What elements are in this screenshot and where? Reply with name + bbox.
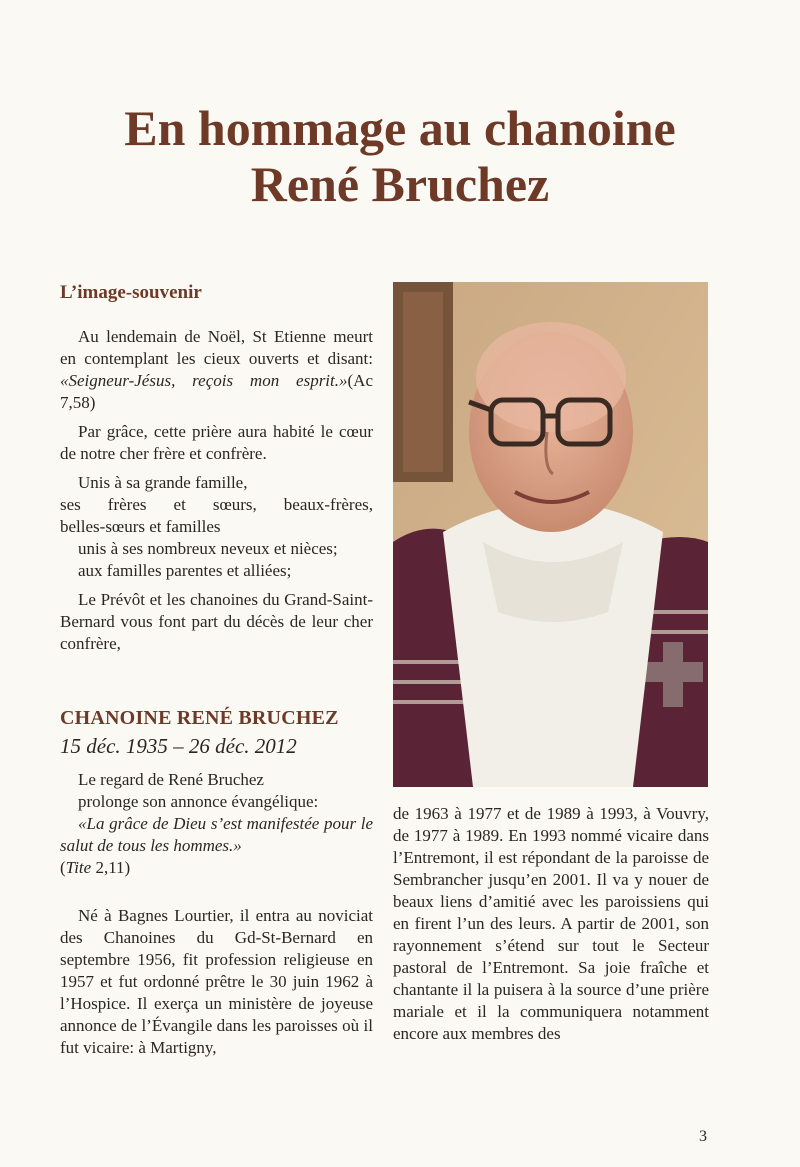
- quote-block: [60, 769, 373, 879]
- biography-paragraph: Né à Bagnes Lourtier, il entra au noviciat des Chanoines du Gd-St-Bernard en septembre 1956, fit profession religieuse en 1957 et fut ordonné prêtre le 30 juin 1962 à l’Hospice. Il exerça un ministère de joyeuse annonce de l’Évangile dans les paroisses où il fut vicaire: à Martigny,: [60, 906, 373, 1057]
- paragraph-priere: Par grâce, cette prière aura habité le cœur de notre cher frère et confrère.: [60, 422, 373, 463]
- scripture-reference: [60, 857, 373, 879]
- title-line-1: En hommage au chanoine: [124, 100, 676, 156]
- paragraph-prevot: Le Prévôt et les chanoines du Grand-Saint-Bernard vous font part du décès de leur cher confrère,: [60, 590, 373, 653]
- famille-line-5: aux familles parentes et alliées;: [78, 561, 292, 580]
- paragraph-famille: [60, 472, 373, 582]
- quote-intro-1: Le regard de René Bruchez: [78, 770, 264, 789]
- biography-continuation: de 1963 à 1977 et de 1989 à 1993, à Vouvry, de 1977 à 1989. En 1993 nommé vicaire dans l’Entremont, il est répondant de la paroisse de Sembrancher jusqu’en 2001. Il va y nouer de beaux liens d’amitié avec les paroissiens qui en firent l’un des leurs. A partir de 2001, son rayonnement s’étend sur tout le Secteur pastoral de l’Entremont. Sa joie fraîche et chantante il la puisera à la source d’une prière mariale et il la communiquera notamment encore aux membres des: [393, 804, 709, 1043]
- p1-reference: (Ac 7,58): [60, 371, 373, 412]
- ref-book: Tite: [65, 858, 92, 877]
- famille-line-2: ses frères et sœurs, beaux-frères,: [60, 495, 373, 514]
- famille-line-4: unis à ses nombreux neveux et nièces;: [78, 539, 338, 558]
- famille-line-3: belles-sœurs et familles: [60, 517, 221, 536]
- quote-intro-2: prolonge son annonce évangélique:: [78, 792, 319, 811]
- ref-verse: 2,11): [91, 858, 131, 877]
- page-number: 3: [699, 1128, 707, 1145]
- left-column: [60, 282, 373, 1066]
- life-dates: 15 déc. 1935 – 26 déc. 2012: [60, 734, 297, 758]
- deceased-name: CHANOINE RENÉ BRUCHEZ: [60, 707, 339, 729]
- ref-open: (: [60, 858, 66, 877]
- famille-line-1: Unis à sa grande famille,: [78, 473, 248, 492]
- portrait-photo: [393, 282, 708, 787]
- scripture-quote: «La grâce de Dieu s’est manifestée pour le salut de tous les hommes.»: [60, 814, 373, 855]
- article-title: [0, 100, 800, 212]
- p1-text: Au lendemain de Noël, St Etienne meurt en contemplant les cieux ouverts et disant:: [60, 327, 373, 368]
- section-heading: L’image-souvenir: [60, 282, 202, 303]
- p1-quote: «Seigneur-Jésus, reçois mon esprit.»: [60, 371, 348, 390]
- title-line-2: René Bruchez: [250, 156, 550, 212]
- paragraph-saint-etienne: [60, 326, 373, 414]
- portrait-illustration: [393, 282, 708, 787]
- right-column: [393, 803, 709, 1045]
